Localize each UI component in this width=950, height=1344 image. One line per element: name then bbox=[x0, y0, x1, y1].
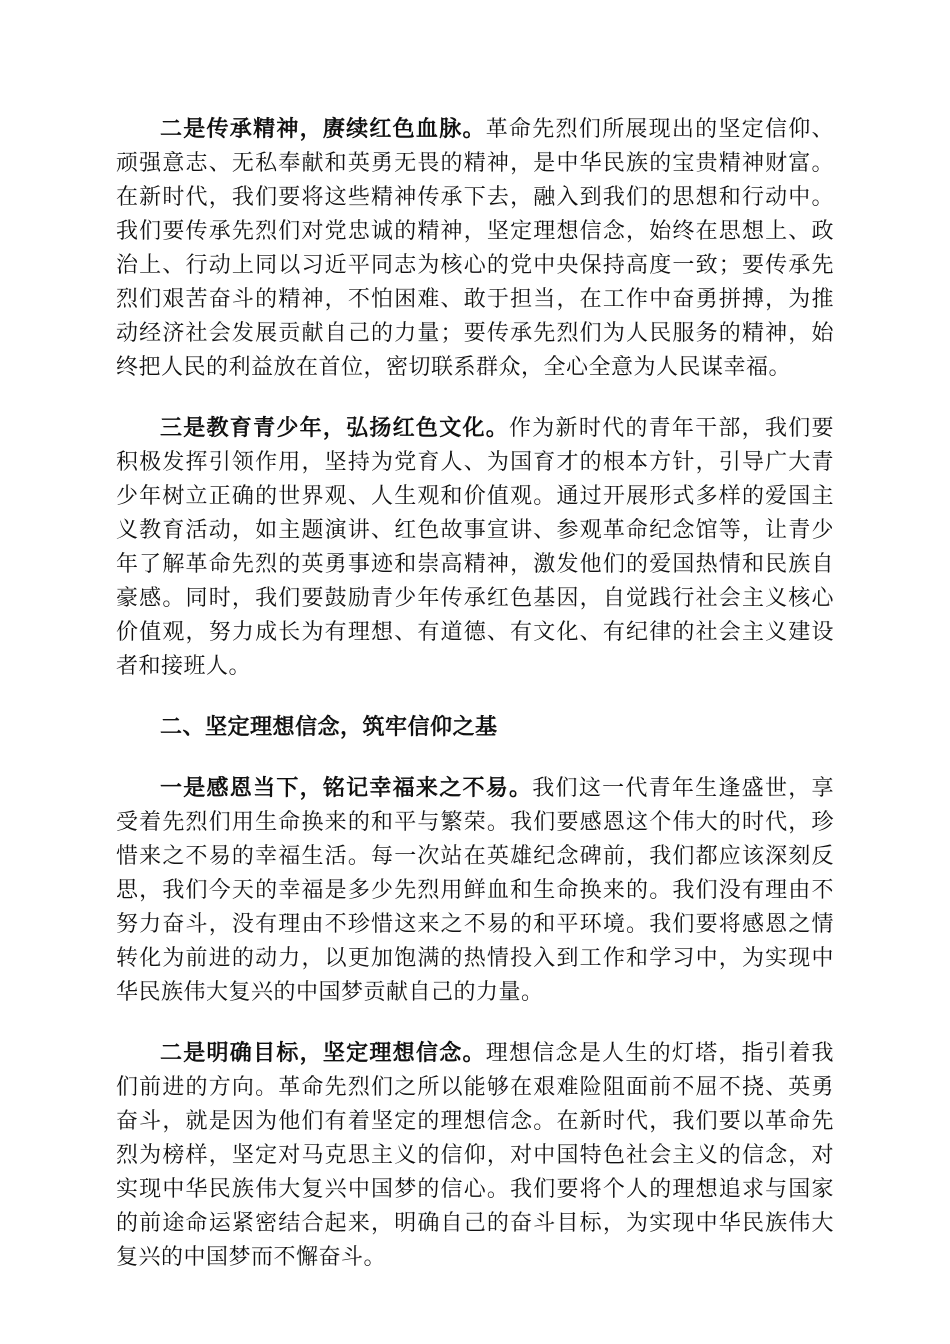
paragraph-text: 我们这一代青年生逢盛世，享受着先烈们用生命换来的和平与繁荣。我们要感恩这个伟大的时代，珍惜来之不易的幸福生活。每一次站在英雄纪念碑前，我们都应该深刻反思，我们今天的幸福是多少先烈用鲜血和生命换来的。我们没有理由不努力奋斗，没有理由不珍惜这来之不易的和平环境。我们要将感恩之情转化为前进的动力，以更加饱满的热情投入到工作和学习中，为实现中华民族伟大复兴的中国梦贡献自己的力量。 bbox=[116, 776, 834, 1005]
paragraph-lead: 二是明确目标，坚定理想信念。 bbox=[160, 1041, 486, 1066]
paragraph-educate-youth bbox=[116, 412, 834, 684]
document-body bbox=[116, 113, 834, 1302]
paragraph-inherit-spirit bbox=[116, 113, 834, 385]
paragraph-lead: 三是教育青少年，弘扬红色文化。 bbox=[160, 416, 510, 441]
paragraph-text: 革命先烈们所展现出的坚定信仰、顽强意志、无私奉献和英勇无畏的精神，是中华民族的宝贵精神财富。在新时代，我们要将这些精神传承下去，融入到我们的思想和行动中。我们要传承先烈们对党忠诚的精神，坚定理想信念，始终在思想上、政治上、行动上同以习近平同志为核心的党中央保持高度一致；要传承先烈们艰苦奋斗的精神，不怕困难、敢于担当，在工作中奋勇拼搏，为推动经济社会发展贡献自己的力量；要传承先烈们为人民服务的精神，始终把人民的利益放在首位，密切联系群众，全心全意为人民谋幸福。 bbox=[116, 117, 834, 380]
section-heading: 二、坚定理想信念，筑牢信仰之基 bbox=[160, 715, 498, 740]
paragraph-text: 作为新时代的青年干部，我们要积极发挥引领作用，坚持为党育人、为国育才的根本方针，引导广大青少年树立正确的世界观、人生观和价值观。通过开展形式多样的爱国主义教育活动，如主题演讲、红色故事宣讲、参观革命纪念馆等，让青少年了解革命先烈的英勇事迹和崇高精神，激发他们的爱国热情和民族自豪感。同时，我们要鼓励青少年传承红色基因，自觉践行社会主义核心价值观，努力成长为有理想、有道德、有文化、有纪律的社会主义建设者和接班人。 bbox=[116, 416, 834, 679]
paragraph-gratitude bbox=[116, 772, 834, 1010]
paragraph-lead: 二是传承精神，赓续红色血脉。 bbox=[160, 117, 486, 142]
paragraph-text: 理想信念是人生的灯塔，指引着我们前进的方向。革命先烈们之所以能够在艰难险阻面前不屈不挠、英勇奋斗，就是因为他们有着坚定的理想信念。在新时代，我们要以革命先烈为榜样，坚定对马克思主义的信仰，对中国特色社会主义的信念，对实现中华民族伟大复兴中国梦的信心。我们要将个人的理想追求与国家的前途命运紧密结合起来，明确自己的奋斗目标，为实现中华民族伟大复兴的中国梦而不懈奋斗。 bbox=[116, 1041, 834, 1270]
paragraph-lead: 一是感恩当下，铭记幸福来之不易。 bbox=[160, 776, 533, 801]
paragraph-clear-goals bbox=[116, 1037, 834, 1275]
